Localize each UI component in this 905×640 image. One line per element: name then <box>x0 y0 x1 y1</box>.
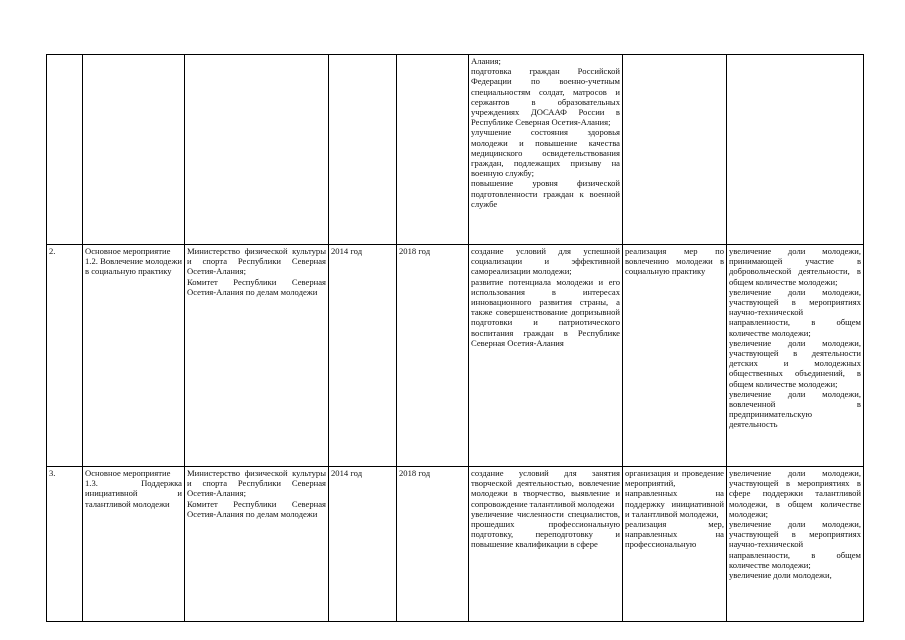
task-line: развитие потенциала молодежи и его использования в интересах инновационного развития страны, а также совершенствование допризывной подготовки и патриотического воспитания граждан в Республике Северная Осетия-Алания <box>471 276 620 348</box>
executor-cell <box>185 245 329 467</box>
indicators-cell <box>727 245 864 467</box>
tasks-cell <box>469 55 623 245</box>
event-label: Основное мероприятие <box>85 246 171 256</box>
start-year-cell: 2014 год <box>329 467 397 622</box>
directions-cell <box>623 245 727 467</box>
directions-cell <box>623 55 727 245</box>
task-line: улучшение состояния здоровья молодежи и повышение качества медицинского освидетельствования граждан, подлежащих призыву на военную службу; <box>471 127 620 179</box>
row-number-cell: 3. <box>47 467 83 622</box>
direction-line: организация и проведение мероприятий, направленных на поддержку инициативной и талантливой молодежи, <box>625 468 724 519</box>
directions-cell <box>623 467 727 622</box>
indicator-line: увеличение доли молодежи, участвующей в мероприятиях научно-технической направленности, в общем количестве молодежи; <box>729 286 861 338</box>
executor-line: Министерство физической культуры и спорта Республики Северная Осетия-Алания; <box>187 246 326 277</box>
direction-line: реализация мер, направленных на профессиональную <box>625 519 724 550</box>
end-year-cell: 2018 год <box>397 467 469 622</box>
task-line: повышение уровня физической подготовленности граждан к военной службе <box>471 178 620 209</box>
executor-line: Комитет Республики Северная Осетия-Алания по делам молодежи <box>187 498 326 519</box>
indicator-line: увеличение доли молодежи, <box>729 570 832 581</box>
row-number-cell <box>47 55 83 245</box>
event-cell <box>83 245 185 467</box>
executor-line: Комитет Республики Северная Осетия-Алания по делам молодежи <box>187 276 326 297</box>
indicator-line: увеличение доли молодежи, принимающей участие в добровольческой деятельности, в общем количестве молодежи; <box>729 246 861 287</box>
indicators-cell <box>727 55 864 245</box>
table-row <box>47 245 864 467</box>
row-number-cell: 2. <box>47 245 83 467</box>
indicator-line: увеличение доли молодежи, участвующей в мероприятиях научно-технической направленности, в общем количестве молодежи; <box>729 519 861 570</box>
table-row <box>47 55 864 245</box>
task-line: создание условий для успешной социализации и эффективной самореализации молодежи; <box>471 246 620 277</box>
event-title: 1.3. Поддержка инициативной и талантливой молодежи <box>85 478 182 509</box>
start-year-cell <box>329 55 397 245</box>
task-line: Алания; <box>471 56 501 66</box>
indicator-line: увеличение доли молодежи, участвующей в деятельности детских и молодежных общественных объединений, в общем количестве молодежи; <box>729 337 861 389</box>
event-cell <box>83 55 185 245</box>
task-line: увеличение численности специалистов, прошедших профессиональную подготовку, переподготовку и повышение квалификации в сфере <box>471 508 620 550</box>
executor-line: Министерство физической культуры и спорта Республики Северная Осетия-Алания; <box>187 468 326 499</box>
indicator-line: увеличение доли молодежи, участвующей в мероприятиях в сфере поддержки талантливой молодежи, в общем количестве молодежи; <box>729 468 861 519</box>
executor-cell <box>185 467 329 622</box>
event-cell <box>83 467 185 622</box>
task-line: создание условий для занятия творческой деятельностью, вовлечение молодежи в творчество, выявление и сопровождение талантливой молодежи <box>471 468 620 509</box>
event-label: Основное мероприятие <box>85 468 171 478</box>
event-title: 1.2. Вовлечение молодежи в социальную практику <box>85 256 182 277</box>
task-line: подготовка граждан Российской Федерации по военно-учетным специальностям солдат, матросов и сержантов в образовательных учреждениях ДОСААФ России в Республике Северная Осетия-Алания; <box>471 66 620 128</box>
table-row <box>47 467 864 622</box>
end-year-cell <box>397 55 469 245</box>
program-table <box>46 54 864 622</box>
indicator-line: увеличение доли молодежи, вовлеченной в предпринимательскую деятельность <box>729 388 861 430</box>
direction-line: реализация мер по вовлечению молодежи в социальную практику <box>625 246 724 277</box>
tasks-cell <box>469 467 623 622</box>
indicators-cell <box>727 467 864 622</box>
executor-cell <box>185 55 329 245</box>
end-year-cell: 2018 год <box>397 245 469 467</box>
start-year-cell: 2014 год <box>329 245 397 467</box>
tasks-cell <box>469 245 623 467</box>
